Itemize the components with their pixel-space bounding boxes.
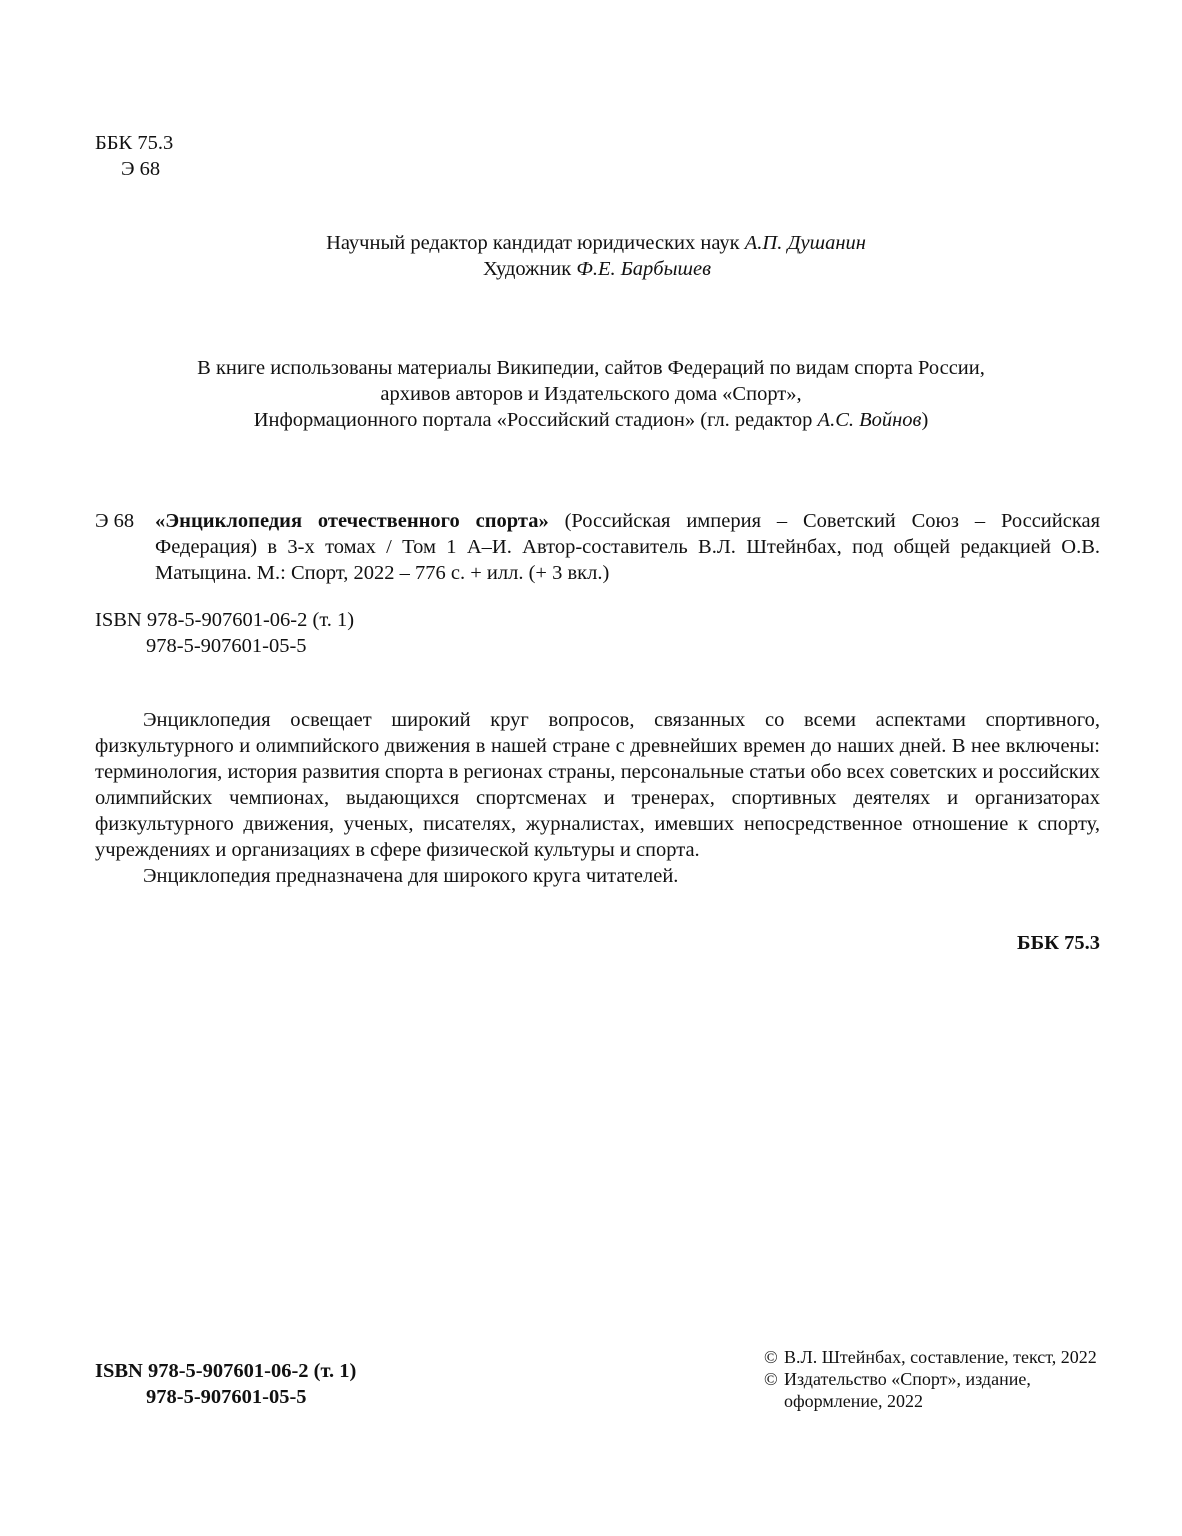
bbk-classification-right: ББК 75.3 <box>1017 932 1100 954</box>
author-mark: Э 68 <box>121 158 161 180</box>
sources-line-1: В книге использованы материалы Википедии, сайтов Федераций по видам спорта России, <box>197 357 985 379</box>
book-title: «Энциклопедия отечественного спорта» <box>155 510 549 532</box>
sources-line-3 <box>0 407 1182 433</box>
artist-label: Художник <box>483 258 577 280</box>
copyright-block <box>764 1346 1124 1412</box>
portal-editor-name: А.С. Войнов <box>817 409 922 431</box>
isbn-volume: ISBN 978-5-907601-06-2 (т. 1) <box>95 1360 357 1382</box>
scientific-editor-line <box>0 230 1182 256</box>
sources-line-3-prefix: Информационного портала «Российский стадион» (гл. редактор <box>253 409 818 431</box>
scientific-editor-name: А.П. Душанин <box>744 232 866 254</box>
copyright-line <box>764 1368 1124 1390</box>
bbk-classification-top <box>95 130 295 182</box>
annotation-paragraph: Энциклопедия предназначена для широкого круга читателей. <box>143 865 679 887</box>
catalog-code: Э 68 <box>95 510 135 532</box>
catalog-description <box>155 508 1100 586</box>
catalog-record <box>95 508 1100 586</box>
copyright-icon: © <box>764 1369 778 1389</box>
isbn-volume: ISBN 978-5-907601-06-2 (т. 1) <box>95 609 355 631</box>
bbk-code: ББК 75.3 <box>95 132 174 154</box>
annotation <box>95 707 1100 889</box>
sources-line-2: архивов авторов и Издательского дома «Спорт», <box>380 383 802 405</box>
scientific-editor-label: Научный редактор кандидат юридических наук <box>326 232 745 254</box>
sources-block <box>0 355 1182 433</box>
artist-line <box>0 256 1182 282</box>
isbn-block <box>95 607 495 659</box>
copyright-publisher: Издательство «Спорт», издание, <box>784 1369 1031 1389</box>
isbn-set: 978-5-907601-05-5 <box>146 1386 307 1408</box>
sources-line-3-suffix: ) <box>921 409 929 431</box>
artist-name: Ф.Е. Барбышев <box>576 258 711 280</box>
isbn-set: 978-5-907601-05-5 <box>146 635 307 657</box>
copyright-publisher-continued: оформление, 2022 <box>784 1391 924 1411</box>
book-details: (Российская империя – Советский Союз – Российская Федерация) в 3-х томах / Том 1 А–И. Автор-составитель В.Л. Штейнбах, под общей редакцией О.В. Матыцина. М.: Спорт, 2022 – 776 с. + илл. (+ 3 вкл.) <box>155 510 1101 584</box>
copyright-line <box>764 1346 1124 1368</box>
isbn-block-bottom <box>95 1358 495 1410</box>
copyright-icon: © <box>764 1347 778 1367</box>
copyright-author: В.Л. Штейнбах, составление, текст, 2022 <box>784 1347 1097 1367</box>
annotation-paragraph: Энциклопедия освещает широкий круг вопросов, связанных со всеми аспектами спортивного, физкультурного и олимпийского движения в нашей стране с древнейших времен до наших дней. В нее включены: терминология, история развития спорта в регионах страны, персональные статьи обо всех советских и российских олимпийских чемпионах, выдающихся спортсменах и тренерах, спортивных деятелях и организаторах физкультурного движения, ученых, писателях, журналистах, имевших непосредственное отношение к спорту, учреждениях и организациях в сфере физической культуры и спорта. <box>95 709 1100 861</box>
editors-block <box>0 230 1182 282</box>
